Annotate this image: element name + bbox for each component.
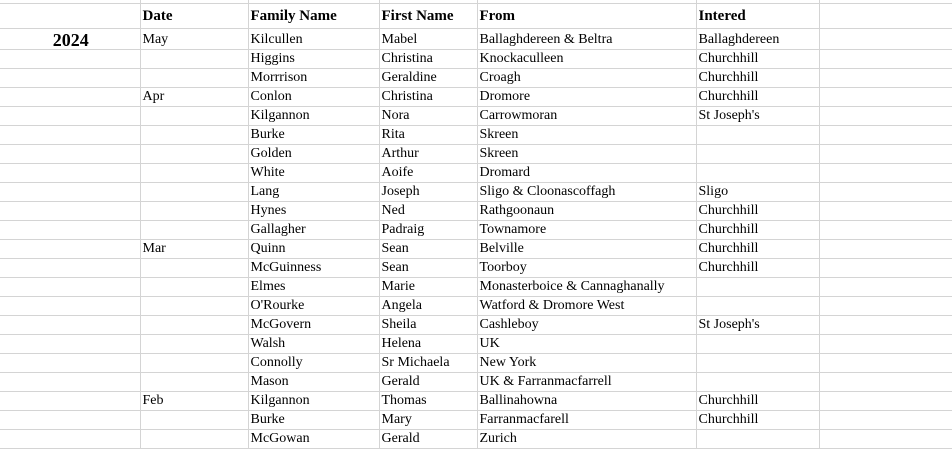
cell[interactable] bbox=[819, 126, 952, 145]
first-name-cell[interactable]: Marie bbox=[379, 278, 477, 297]
table-row bbox=[0, 107, 952, 126]
family-name-cell[interactable]: O'Rourke bbox=[248, 297, 379, 316]
cell[interactable] bbox=[0, 373, 140, 392]
from-cell[interactable]: UK & Farranmacfarrell bbox=[477, 373, 696, 392]
intered-cell[interactable]: Churchhill bbox=[696, 50, 819, 69]
table-row bbox=[0, 145, 952, 164]
from-cell[interactable]: Townamore bbox=[477, 221, 696, 240]
cell[interactable] bbox=[819, 29, 952, 50]
intered-cell[interactable]: Churchhill bbox=[696, 240, 819, 259]
first-name-cell[interactable]: Arthur bbox=[379, 145, 477, 164]
cell[interactable] bbox=[819, 392, 952, 411]
cell[interactable] bbox=[819, 373, 952, 392]
cell[interactable] bbox=[819, 50, 952, 69]
intered-cell[interactable]: Churchhill bbox=[696, 202, 819, 221]
family-name-cell[interactable]: Burke bbox=[248, 411, 379, 430]
cell[interactable] bbox=[0, 354, 140, 373]
cell[interactable] bbox=[0, 316, 140, 335]
first-name-cell[interactable]: Sean bbox=[379, 259, 477, 278]
intered-cell[interactable]: St Joseph's bbox=[696, 316, 819, 335]
cell[interactable] bbox=[819, 164, 952, 183]
date-cell[interactable] bbox=[140, 69, 248, 88]
cell[interactable] bbox=[819, 278, 952, 297]
date-cell[interactable] bbox=[140, 430, 248, 449]
cell[interactable] bbox=[819, 240, 952, 259]
intered-cell[interactable]: Churchhill bbox=[696, 88, 819, 107]
intered-cell[interactable]: St Joseph's bbox=[696, 107, 819, 126]
table-row bbox=[0, 316, 952, 335]
intered-cell[interactable] bbox=[696, 297, 819, 316]
first-name-cell[interactable]: Joseph bbox=[379, 183, 477, 202]
cell[interactable] bbox=[0, 221, 140, 240]
first-name-cell[interactable]: Aoife bbox=[379, 164, 477, 183]
family-name-cell[interactable]: Conlon bbox=[248, 88, 379, 107]
date-cell[interactable] bbox=[140, 373, 248, 392]
from-cell[interactable]: UK bbox=[477, 335, 696, 354]
cell[interactable] bbox=[0, 107, 140, 126]
from-cell[interactable]: Rathgoonaun bbox=[477, 202, 696, 221]
cell[interactable] bbox=[819, 354, 952, 373]
table-row bbox=[0, 88, 952, 107]
table-row bbox=[0, 183, 952, 202]
intered-cell[interactable]: Churchhill bbox=[696, 411, 819, 430]
table-row bbox=[0, 126, 952, 145]
family-name-cell[interactable]: McGuinness bbox=[248, 259, 379, 278]
first-name-cell[interactable]: Ned bbox=[379, 202, 477, 221]
header-from[interactable]: From bbox=[477, 4, 696, 29]
header-intered[interactable]: Intered bbox=[696, 4, 819, 29]
intered-cell[interactable] bbox=[696, 373, 819, 392]
cell[interactable] bbox=[0, 145, 140, 164]
cell[interactable] bbox=[0, 126, 140, 145]
from-cell[interactable]: Farranmacfarell bbox=[477, 411, 696, 430]
family-name-cell[interactable]: McGovern bbox=[248, 316, 379, 335]
family-name-cell[interactable]: Kilgannon bbox=[248, 107, 379, 126]
family-name-cell[interactable]: Walsh bbox=[248, 335, 379, 354]
from-cell[interactable]: Zurich bbox=[477, 430, 696, 449]
first-name-cell[interactable]: Sheila bbox=[379, 316, 477, 335]
family-name-cell[interactable]: Gallagher bbox=[248, 221, 379, 240]
date-cell[interactable] bbox=[140, 278, 248, 297]
from-cell[interactable]: New York bbox=[477, 354, 696, 373]
cell[interactable] bbox=[819, 430, 952, 449]
family-name-cell[interactable]: Kilcullen bbox=[248, 29, 379, 50]
from-cell[interactable]: Monasterboice & Cannaghanally bbox=[477, 278, 696, 297]
cell[interactable] bbox=[819, 297, 952, 316]
date-cell[interactable] bbox=[140, 183, 248, 202]
intered-cell[interactable] bbox=[696, 335, 819, 354]
family-name-cell[interactable]: White bbox=[248, 164, 379, 183]
cell[interactable] bbox=[819, 335, 952, 354]
cell[interactable] bbox=[0, 240, 140, 259]
table-row bbox=[0, 411, 952, 430]
cell[interactable] bbox=[819, 259, 952, 278]
date-cell[interactable] bbox=[140, 50, 248, 69]
cell[interactable] bbox=[819, 411, 952, 430]
cell[interactable] bbox=[819, 202, 952, 221]
header-family-name[interactable]: Family Name bbox=[248, 4, 379, 29]
intered-cell[interactable] bbox=[696, 126, 819, 145]
table-row bbox=[0, 278, 952, 297]
cell[interactable] bbox=[819, 69, 952, 88]
family-name-cell[interactable]: Golden bbox=[248, 145, 379, 164]
date-cell[interactable] bbox=[140, 297, 248, 316]
intered-cell[interactable]: Churchhill bbox=[696, 259, 819, 278]
cell[interactable] bbox=[819, 4, 952, 29]
cell[interactable] bbox=[0, 297, 140, 316]
cell[interactable] bbox=[0, 69, 140, 88]
cell[interactable] bbox=[819, 183, 952, 202]
from-cell[interactable]: Sligo & Cloonascoffagh bbox=[477, 183, 696, 202]
cell[interactable] bbox=[0, 411, 140, 430]
family-name-cell[interactable]: McGowan bbox=[248, 430, 379, 449]
intered-cell[interactable] bbox=[696, 278, 819, 297]
family-name-cell[interactable]: Quinn bbox=[248, 240, 379, 259]
first-name-cell[interactable]: Gerald bbox=[379, 373, 477, 392]
date-cell[interactable] bbox=[140, 126, 248, 145]
date-cell[interactable] bbox=[140, 164, 248, 183]
date-cell[interactable] bbox=[140, 335, 248, 354]
table-row bbox=[0, 29, 952, 50]
table-row bbox=[0, 69, 952, 88]
date-cell[interactable] bbox=[140, 107, 248, 126]
family-name-cell[interactable]: Elmes bbox=[248, 278, 379, 297]
from-cell[interactable]: Ballaghdereen & Beltra bbox=[477, 29, 696, 50]
first-name-cell[interactable]: Sr Michaela bbox=[379, 354, 477, 373]
table-row bbox=[0, 354, 952, 373]
table-row bbox=[0, 202, 952, 221]
from-cell[interactable]: Ballinahowna bbox=[477, 392, 696, 411]
first-name-cell[interactable]: Thomas bbox=[379, 392, 477, 411]
cell[interactable] bbox=[0, 202, 140, 221]
table-row bbox=[0, 164, 952, 183]
date-cell[interactable] bbox=[140, 354, 248, 373]
cell[interactable] bbox=[0, 259, 140, 278]
from-cell[interactable]: Watford & Dromore West bbox=[477, 297, 696, 316]
family-name-cell[interactable]: Connolly bbox=[248, 354, 379, 373]
family-name-cell[interactable]: Burke bbox=[248, 126, 379, 145]
date-cell[interactable] bbox=[140, 221, 248, 240]
table-row bbox=[0, 259, 952, 278]
date-cell[interactable] bbox=[140, 145, 248, 164]
intered-cell[interactable] bbox=[696, 145, 819, 164]
year-cell[interactable]: 2024 bbox=[0, 29, 140, 50]
first-name-cell[interactable]: Nora bbox=[379, 107, 477, 126]
header-first-name[interactable]: First Name bbox=[379, 4, 477, 29]
cell[interactable] bbox=[0, 335, 140, 354]
intered-cell[interactable] bbox=[696, 164, 819, 183]
family-name-cell[interactable]: Mason bbox=[248, 373, 379, 392]
table-row bbox=[0, 297, 952, 316]
header-date[interactable]: Date bbox=[140, 4, 248, 29]
first-name-cell[interactable]: Angela bbox=[379, 297, 477, 316]
first-name-cell[interactable]: Christina bbox=[379, 88, 477, 107]
family-name-cell[interactable]: Kilgannon bbox=[248, 392, 379, 411]
cell[interactable] bbox=[0, 392, 140, 411]
family-name-cell[interactable]: Lang bbox=[248, 183, 379, 202]
cell[interactable] bbox=[0, 183, 140, 202]
cell[interactable] bbox=[0, 4, 140, 29]
first-name-cell[interactable]: Helena bbox=[379, 335, 477, 354]
from-cell[interactable]: Carrowmoran bbox=[477, 107, 696, 126]
date-cell[interactable]: Mar bbox=[140, 240, 248, 259]
date-cell[interactable] bbox=[140, 202, 248, 221]
cell[interactable] bbox=[819, 88, 952, 107]
intered-cell[interactable]: Ballaghdereen bbox=[696, 29, 819, 50]
from-cell[interactable]: Skreen bbox=[477, 126, 696, 145]
from-cell[interactable]: Cashleboy bbox=[477, 316, 696, 335]
from-cell[interactable]: Knockaculleen bbox=[477, 50, 696, 69]
first-name-cell[interactable]: Sean bbox=[379, 240, 477, 259]
date-cell[interactable] bbox=[140, 411, 248, 430]
intered-cell[interactable]: Churchhill bbox=[696, 221, 819, 240]
cell[interactable] bbox=[819, 145, 952, 164]
intered-cell[interactable] bbox=[696, 430, 819, 449]
table-row bbox=[0, 392, 952, 411]
header-row bbox=[0, 4, 952, 29]
first-name-cell[interactable]: Mary bbox=[379, 411, 477, 430]
cell[interactable] bbox=[819, 107, 952, 126]
table-row bbox=[0, 373, 952, 392]
cell[interactable] bbox=[0, 88, 140, 107]
intered-cell[interactable]: Churchhill bbox=[696, 69, 819, 88]
from-cell[interactable]: Croagh bbox=[477, 69, 696, 88]
first-name-cell[interactable]: Mabel bbox=[379, 29, 477, 50]
from-cell[interactable]: Dromore bbox=[477, 88, 696, 107]
table-row bbox=[0, 430, 952, 449]
intered-cell[interactable]: Sligo bbox=[696, 183, 819, 202]
table-row bbox=[0, 50, 952, 69]
first-name-cell[interactable]: Christina bbox=[379, 50, 477, 69]
family-name-cell[interactable]: Morrrison bbox=[248, 69, 379, 88]
intered-cell[interactable] bbox=[696, 354, 819, 373]
from-cell[interactable]: Skreen bbox=[477, 145, 696, 164]
cell[interactable] bbox=[819, 316, 952, 335]
cell[interactable] bbox=[0, 278, 140, 297]
table-row bbox=[0, 240, 952, 259]
from-cell[interactable]: Dromard bbox=[477, 164, 696, 183]
family-name-cell[interactable]: Hynes bbox=[248, 202, 379, 221]
table-row bbox=[0, 221, 952, 240]
date-cell[interactable] bbox=[140, 316, 248, 335]
date-cell[interactable]: Apr bbox=[140, 88, 248, 107]
date-cell[interactable]: Feb bbox=[140, 392, 248, 411]
first-name-cell[interactable]: Padraig bbox=[379, 221, 477, 240]
first-name-cell[interactable]: Gerald bbox=[379, 430, 477, 449]
cell[interactable] bbox=[819, 221, 952, 240]
first-name-cell[interactable]: Rita bbox=[379, 126, 477, 145]
cell[interactable] bbox=[0, 50, 140, 69]
from-cell[interactable]: Belville bbox=[477, 240, 696, 259]
first-name-cell[interactable]: Geraldine bbox=[379, 69, 477, 88]
date-cell[interactable] bbox=[140, 259, 248, 278]
family-name-cell[interactable]: Higgins bbox=[248, 50, 379, 69]
cell[interactable] bbox=[0, 430, 140, 449]
cell[interactable] bbox=[0, 164, 140, 183]
date-cell[interactable]: May bbox=[140, 29, 248, 50]
from-cell[interactable]: Toorboy bbox=[477, 259, 696, 278]
intered-cell[interactable]: Churchhill bbox=[696, 392, 819, 411]
table-row bbox=[0, 335, 952, 354]
